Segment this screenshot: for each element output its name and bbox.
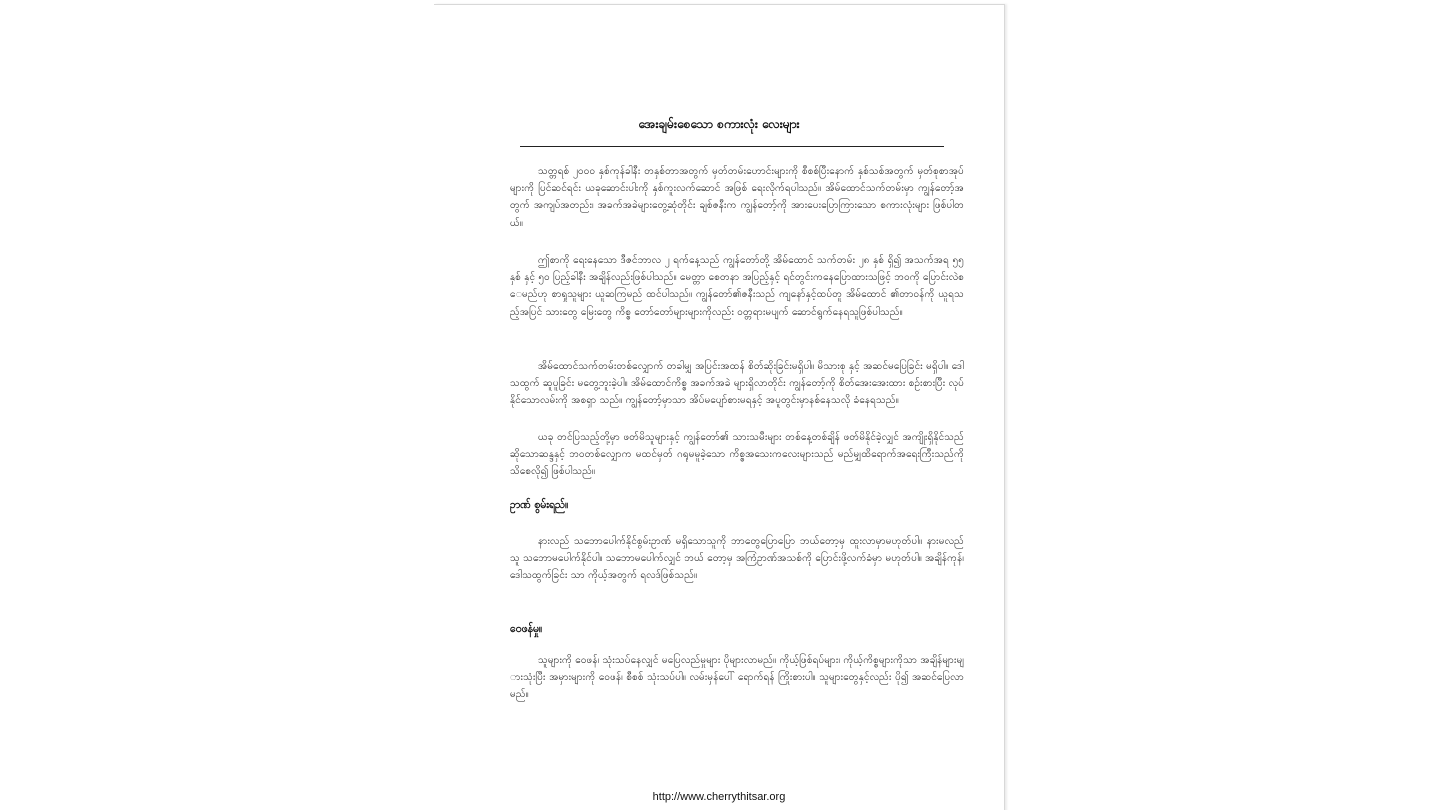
- paragraph-1: သတ္တရစ် ၂၀၀၀ နှစ်ကုန်ခါနီး တနှစ်တာအတွက် မှတ်တမ်းဟောင်းများကို စီစစ်ပြီးနောက် နှစ်သစ်အတွက် မှတ်စုစာအုပ်များကို ပြင်ဆင်ရင်း ယခုဆောင်းပါးကို နှစ်ကူးလက်ဆောင် အဖြစ် ရေးလိုက်ရပါသည်။ အိမ်ထောင်သက်တမ်းမှာ ကျွန်တော့်အတွက် အကျပ်အတည်း၊ အခက်အခဲများတွေ့ဆုံတိုင်း ချစ်ဇနီးက ကျွန်တော့်ကို အားပေးပြောကြားသော စကားလုံးများ ဖြစ်ပါတယ်။: [510, 166, 964, 229]
- paragraph-6: သူများကို ဝေဖန်၊ သုံးသပ်နေလျှင် မပြေလည်မှုများ ပိုများလာမည်။ ကိုယ့်ဖြစ်ရပ်များ၊ ကိုယ့်ကိစ္စများကိုသာ အချိန်များများသုံးပြီး အမှားများကို ဝေဖန်၊ စီစစ် သုံးသပ်ပါ။ လမ်းမှန်ပေါ် ရောက်ရန် ကြိုးစားပါ။ သူများတွေနှင့်လည်း ပို၍ အဆင်ပြေလာမည်။: [510, 655, 964, 701]
- paragraph-3: အိမ်ထောင်သက်တမ်းတစ်လျှောက် တခါမျှ အပြင်းအထန် စိတ်ဆိုးခြင်းမရှိပါ။ မိသားစု နှင့် အဆင်မပြေခြင်း မရှိပါ။ ဒေါသထွက် ဆူပူခြင်း မတွေ့ဘူးခဲ့ပါ။ အိမ်ထောင်ကိစ္စ အခက်အခဲ များရှိလာတိုင်း ကျွန်တော့်ကို စိတ်အေးအေးထား စဉ်းစားပြီး လုပ်နိုင်သောလမ်းကို အစရှာ သည်။ ကျွန်တော့်မှာသာ အိပ်မပျော်စားမရနှင့် အပူတွင်းမှာနစ်နေသလို ခံနေရသည်။: [510, 361, 964, 407]
- title-underline: [520, 146, 944, 147]
- paragraph-2: ဤစာကို ရေးနေသော ဒီဇင်ဘာလ ၂ ရက်နေ့သည် ကျွန်တော်တို့ အိမ်ထောင် သက်တမ်း ၂၈ နှစ် ရှိ၍ အသက်အရ ၅၅ နှစ် နှင့် ၅၀ ပြည့်ခါနီး အချိန်လည်းဖြစ်ပါသည်။ မေတ္တာ စေတနာ အပြည့်နှင့် ရင်တွင်းကနေပြောထားသဖြင့် ဘဝကို ပြောင်းလဲစေမည်ဟု စာရှုသူများ ယူဆကြမည် ထင်ပါသည်။ ကျွန်တော်၏ဇနီးသည် ကျနော်နှင့်ထပ်တူ အိမ်ထောင် ၏တာဝန်ကို ယူရသည့်အပြင် သားတွေ မြေးတွေ ကိစ္စ တော်တော်များများကိုလည်း ဝတ္တရားမပျက် ဆောင်ရွက်နေရသူဖြစ်ပါသည်။: [510, 255, 964, 318]
- footer-url[interactable]: http://www.cherrythitsar.org: [652, 791, 786, 803]
- document-page: [434, 4, 1005, 810]
- paragraph-5: နားလည် သဘောပေါက်နိုင်စွမ်းဥာဏ် မရှိသောသူကို ဘာတွေပြောပြော ဘယ်တော့မှ ထူးလာမှာမဟုတ်ပါ။ နားမလည် သူ သဘောမပေါက်နိုင်ပါ။ သဘောမပေါက်လျှင် ဘယ် တော့မှ အကြံဥာဏ်အသစ်ကို ပြောင်းဖို့လက်ခံမှာ မဟုတ်ပါ။ အချိန်ကုန်၊ ဒေါသထွက်ခြင်း သာ ကိုယ့်အတွက် ရလဒ်ဖြစ်သည်။: [510, 536, 964, 582]
- section-heading-criticism: ဝေဖန်မှု။: [510, 623, 543, 635]
- paragraph-4: ယခု တင်ပြသည့်တို့မှာ ဖတ်မိသူများနှင့် ကျွန်တော်၏ သားသမီးများ တစ်နေ့တစ်ချိန် ဖတ်မိနိုင်ခဲ့လျှင် အကျိုးရှိနိုင်သည်ဆိုသောဆန္ဒနှင့် ဘဝတစ်လျှောက မထင်မှတ် ဂရုမမူခဲ့သော ကိစ္စအသေးကလေးများသည် မည်မျှထိရောက်အရေးကြီးသည်ကို သိစေလို၍ ဖြစ်ပါသည်။: [510, 432, 964, 478]
- section-heading-intelligence: ဥာဏ် စွမ်းရည်။: [510, 499, 569, 511]
- document-title: အေးချမ်းစေသော စကားလုံး လေးများ: [638, 117, 800, 131]
